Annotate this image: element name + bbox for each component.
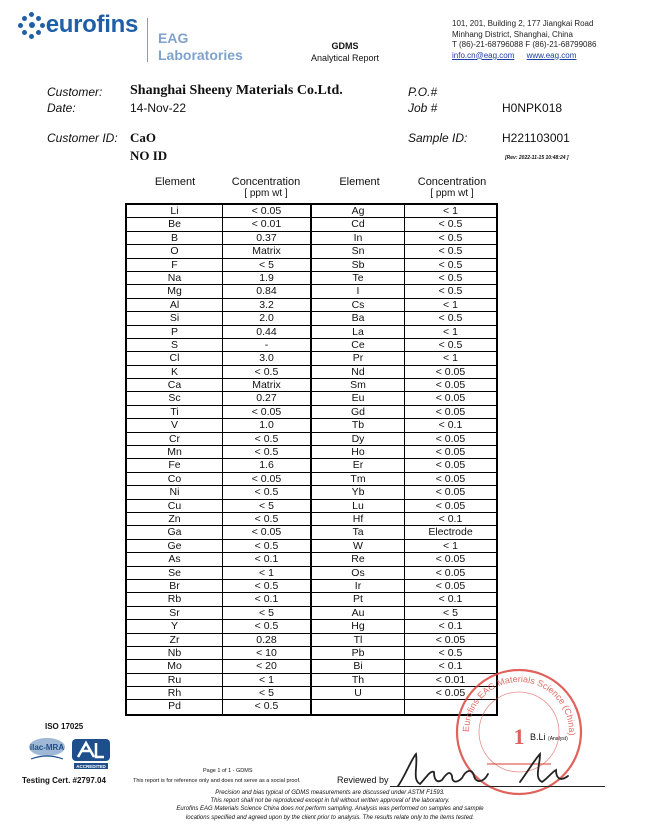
concentration-cell: 0.37 xyxy=(223,232,312,245)
eurofins-logo xyxy=(18,10,138,40)
signature-line xyxy=(390,786,605,787)
element-cell: Nd xyxy=(312,366,405,379)
table-row xyxy=(127,259,496,272)
report-type: GDMS xyxy=(331,41,359,51)
element-cell: Eu xyxy=(312,392,405,405)
concentration-cell: < 1 xyxy=(405,299,496,312)
element-cell: B xyxy=(127,232,223,245)
element-cell: Yb xyxy=(312,486,405,499)
element-cell: Be xyxy=(127,218,223,231)
element-cell: Ho xyxy=(312,446,405,459)
element-cell: Bi xyxy=(312,660,405,673)
address-line: 101, 201, Building 2, 177 Jiangkai Road xyxy=(452,19,594,28)
element-cell: Ta xyxy=(312,526,405,539)
element-cell: Co xyxy=(127,473,223,486)
concentration-cell: < 5 xyxy=(223,687,312,700)
table-row xyxy=(127,433,496,446)
concentration-cell: < 0.5 xyxy=(223,513,312,526)
element-cell: K xyxy=(127,366,223,379)
element-cell: Lu xyxy=(312,500,405,513)
element-cell: Tl xyxy=(312,634,405,647)
svg-text:Eurofins EAG Materials Science: Eurofins EAG Materials Science (China) xyxy=(460,673,578,736)
lab-name-line2: Laboratories xyxy=(158,47,243,63)
concentration-cell: 2.0 xyxy=(223,312,312,325)
concentration-cell: < 1 xyxy=(405,326,496,339)
page-indicator: Page 1 of 1 - GDMS xyxy=(203,768,253,774)
table-row xyxy=(127,647,496,660)
table-row xyxy=(127,352,496,365)
lab-address xyxy=(452,19,596,61)
element-cell: Se xyxy=(127,567,223,580)
concentration-cell: 0.84 xyxy=(223,285,312,298)
header-divider xyxy=(147,18,148,62)
concentration-cell: < 0.05 xyxy=(405,567,496,580)
element-cell: Sr xyxy=(127,607,223,620)
element-cell: U xyxy=(312,687,405,700)
header-element-1 xyxy=(127,177,223,188)
element-cell: Cl xyxy=(127,352,223,365)
table-row xyxy=(127,500,496,513)
reference-note: This report is for reference only and does not serve as a social proof. xyxy=(133,778,301,784)
element-cell: Pb xyxy=(312,647,405,660)
reviewer-signature xyxy=(390,748,580,790)
concentration-cell: < 0.05 xyxy=(405,553,496,566)
table-row xyxy=(127,205,496,218)
concentration-cell: - xyxy=(223,339,312,352)
element-cell: Te xyxy=(312,272,405,285)
table-row xyxy=(127,674,496,687)
element-cell: F xyxy=(127,259,223,272)
element-cell: Sm xyxy=(312,379,405,392)
element-cell: Si xyxy=(127,312,223,325)
element-cell: S xyxy=(127,339,223,352)
table-row xyxy=(127,459,496,472)
analyst-role: (Analyst) xyxy=(548,736,568,742)
table-row xyxy=(127,634,496,647)
element-cell: Zn xyxy=(127,513,223,526)
concentration-cell: < 0.05 xyxy=(405,446,496,459)
customer-name: Shanghai Sheeny Materials Co.Ltd. xyxy=(130,83,343,98)
concentration-cell: < 0.05 xyxy=(405,392,496,405)
table-row xyxy=(127,446,496,459)
concentration-cell: < 0.05 xyxy=(405,486,496,499)
table-row xyxy=(127,218,496,231)
table-row xyxy=(127,312,496,325)
element-cell: As xyxy=(127,553,223,566)
concentration-cell: 3.2 xyxy=(223,299,312,312)
date-label: Date: xyxy=(47,101,76,115)
element-cell: W xyxy=(312,540,405,553)
element-cell: Er xyxy=(312,459,405,472)
element-cell: Dy xyxy=(312,433,405,446)
element-cell: Au xyxy=(312,607,405,620)
customer-label: Customer: xyxy=(47,85,103,99)
table-row xyxy=(127,553,496,566)
element-cell: Fe xyxy=(127,459,223,472)
concentration-cell: < 0.1 xyxy=(405,620,496,633)
concentration-cell: < 0.05 xyxy=(405,687,496,700)
concentration-cell: < 0.1 xyxy=(223,553,312,566)
svg-text:ACCREDITED: ACCREDITED xyxy=(76,764,106,769)
table-row xyxy=(127,580,496,593)
po-label: P.O.# xyxy=(408,85,438,99)
table-row xyxy=(127,339,496,352)
website-link[interactable]: www.eag.com xyxy=(526,50,577,60)
element-cell: Ga xyxy=(127,526,223,539)
header-unit: [ ppm wt ] xyxy=(244,188,288,199)
table-row xyxy=(127,272,496,285)
element-cell: In xyxy=(312,232,405,245)
element-cell: La xyxy=(312,326,405,339)
concentration-cell: < 5 xyxy=(405,607,496,620)
element-cell: Gd xyxy=(312,406,405,419)
concentration-cell: < 0.5 xyxy=(223,700,312,713)
concentration-cell: < 0.5 xyxy=(223,486,312,499)
element-cell: Mg xyxy=(127,285,223,298)
element-cell: Rh xyxy=(127,687,223,700)
element-cell: P xyxy=(127,326,223,339)
table-row xyxy=(127,473,496,486)
concentration-cell: < 0.05 xyxy=(223,406,312,419)
concentration-cell: < 0.5 xyxy=(223,540,312,553)
concentration-cell: < 5 xyxy=(223,500,312,513)
analyst-initials: B.Li xyxy=(530,732,546,742)
header-concentration-1 xyxy=(221,177,311,199)
email-link[interactable]: info.cn@eag.com xyxy=(452,50,515,60)
customer-id-label: Customer ID: xyxy=(47,131,118,145)
concentration-cell: < 1 xyxy=(405,540,496,553)
concentration-cell: < 10 xyxy=(223,647,312,660)
concentration-cell: < 0.5 xyxy=(405,647,496,660)
svg-text:ilac-MRA: ilac-MRA xyxy=(29,743,65,752)
concentration-cell: < 0.05 xyxy=(223,473,312,486)
element-cell: Al xyxy=(127,299,223,312)
eurofins-dots-icon xyxy=(18,11,44,39)
concentration-cell: < 0.05 xyxy=(405,433,496,446)
svg-text:1: 1 xyxy=(513,724,525,749)
report-title xyxy=(295,40,395,64)
element-cell: Re xyxy=(312,553,405,566)
table-row xyxy=(127,593,496,606)
element-cell: V xyxy=(127,419,223,432)
concentration-cell: < 0.05 xyxy=(405,580,496,593)
concentration-cell: 0.27 xyxy=(223,392,312,405)
element-cell: Y xyxy=(127,620,223,633)
table-row xyxy=(127,379,496,392)
date-value: 14-Nov-22 xyxy=(130,101,187,115)
customer-id-sub: NO ID xyxy=(130,148,168,163)
concentration-cell: < 20 xyxy=(223,660,312,673)
table-row xyxy=(127,687,496,700)
fine-print-line: locations specified and agreed upon by the client prior to analysis. The results relate only to the items tested. xyxy=(185,814,475,821)
table-row xyxy=(127,607,496,620)
concentration-cell: < 0.05 xyxy=(405,379,496,392)
element-cell: Ba xyxy=(312,312,405,325)
header-label: Element xyxy=(339,176,380,188)
sample-id-label: Sample ID: xyxy=(408,131,468,145)
concentration-cell: 3.0 xyxy=(223,352,312,365)
table-row xyxy=(127,366,496,379)
concentration-cell: < 5 xyxy=(223,259,312,272)
concentration-cell: < 0.05 xyxy=(405,500,496,513)
element-cell: Cs xyxy=(312,299,405,312)
iso-label: ISO 17025 xyxy=(45,722,84,731)
header-concentration-2 xyxy=(406,177,498,199)
concentration-cell: < 0.5 xyxy=(405,245,496,258)
concentration-cell: < 0.05 xyxy=(405,473,496,486)
element-cell: Tm xyxy=(312,473,405,486)
report-subtitle: Analytical Report xyxy=(310,53,380,63)
concentration-cell: < 0.5 xyxy=(223,433,312,446)
element-cell xyxy=(312,700,405,713)
concentration-cell: < 1 xyxy=(223,674,312,687)
address-line: Minhang District, Shanghai, China xyxy=(452,29,573,39)
element-cell: Th xyxy=(312,674,405,687)
fine-print-line: Eurofins EAG Materials Science China does not perform sampling. Analysis was performed on samples and sample xyxy=(176,806,484,813)
table-row xyxy=(127,513,496,526)
lab-name xyxy=(158,30,243,64)
concentration-cell: < 0.1 xyxy=(405,660,496,673)
concentration-cell: Matrix xyxy=(223,379,312,392)
element-cell: Mo xyxy=(127,660,223,673)
revision-stamp: [Rev: 2022-11-15 10:48:24 ] xyxy=(505,155,569,161)
concentration-cell: < 0.5 xyxy=(223,446,312,459)
element-cell: Cr xyxy=(127,433,223,446)
element-cell: Zr xyxy=(127,634,223,647)
table-row xyxy=(127,245,496,258)
element-cell: Na xyxy=(127,272,223,285)
table-row xyxy=(127,232,496,245)
element-cell: Ag xyxy=(312,205,405,218)
table-row xyxy=(127,567,496,580)
table-row xyxy=(127,285,496,298)
element-cell: Ru xyxy=(127,674,223,687)
element-cell: Ni xyxy=(127,486,223,499)
header-element-2 xyxy=(313,177,406,188)
logo-wordmark: eurofins xyxy=(45,11,138,38)
concentration-cell: < 0.05 xyxy=(405,634,496,647)
fine-print-line: This report shall not be reproduced except in full without written approval of the laboratory. xyxy=(210,798,450,805)
concentration-cell: Electrode xyxy=(405,526,496,539)
element-cell: Sb xyxy=(312,259,405,272)
sample-id-value: H221103001 xyxy=(502,131,570,145)
concentration-cell: < 0.1 xyxy=(405,513,496,526)
concentration-cell: 1.6 xyxy=(223,459,312,472)
header-label: Concentration xyxy=(417,176,487,188)
element-cell: Pd xyxy=(127,700,223,713)
table-row xyxy=(127,392,496,405)
ilac-mra-logo xyxy=(27,737,67,765)
element-cell: Ti xyxy=(127,406,223,419)
concentration-cell: < 0.5 xyxy=(223,620,312,633)
element-cell: Hg xyxy=(312,620,405,633)
concentration-cell: < 0.05 xyxy=(405,406,496,419)
header-label: Element xyxy=(154,176,196,188)
concentration-cell: < 0.1 xyxy=(405,593,496,606)
a2la-accredited-logo xyxy=(70,737,112,771)
element-cell: Li xyxy=(127,205,223,218)
concentration-cell: 1.0 xyxy=(223,419,312,432)
element-cell: Ca xyxy=(127,379,223,392)
address-line: T (86)-21-68796088 F (86)-21-68799086 xyxy=(452,40,597,49)
concentration-cell: < 0.5 xyxy=(405,259,496,272)
header-unit: [ ppm wt ] xyxy=(430,188,474,199)
concentration-cell: < 0.5 xyxy=(405,272,496,285)
analyst-block xyxy=(530,732,568,742)
element-cell: Ir xyxy=(312,580,405,593)
element-cell: Pr xyxy=(312,352,405,365)
table-row xyxy=(127,620,496,633)
concentration-cell: < 0.5 xyxy=(405,218,496,231)
concentration-cell: < 0.05 xyxy=(223,205,312,218)
concentration-cell: < 0.5 xyxy=(223,366,312,379)
results-table xyxy=(125,203,498,716)
element-cell: Ge xyxy=(127,540,223,553)
customer-id-value: CaO xyxy=(130,130,156,145)
element-cell: Pt xyxy=(312,593,405,606)
concentration-cell: 0.28 xyxy=(223,634,312,647)
table-row xyxy=(127,540,496,553)
element-cell: Ce xyxy=(312,339,405,352)
concentration-cell: < 1 xyxy=(223,567,312,580)
table-row xyxy=(127,660,496,673)
element-cell: Sn xyxy=(312,245,405,258)
table-row xyxy=(127,419,496,432)
concentration-cell: < 0.5 xyxy=(223,580,312,593)
table-row xyxy=(127,326,496,339)
lab-name-line1: EAG xyxy=(158,30,189,46)
concentration-cell: < 5 xyxy=(223,607,312,620)
element-cell: Rb xyxy=(127,593,223,606)
table-row xyxy=(127,406,496,419)
element-cell: Tb xyxy=(312,419,405,432)
concentration-cell: 1.9 xyxy=(223,272,312,285)
job-label: Job # xyxy=(408,101,438,115)
concentration-cell: < 0.5 xyxy=(405,285,496,298)
element-cell: O xyxy=(127,245,223,258)
concentration-cell: < 0.01 xyxy=(405,674,496,687)
concentration-cell: < 0.05 xyxy=(223,526,312,539)
reviewed-by-label: Reviewed by xyxy=(337,775,389,785)
testing-cert: Testing Cert. #2797.04 xyxy=(22,776,106,785)
table-row xyxy=(127,299,496,312)
fine-print xyxy=(0,789,660,822)
element-cell: Mn xyxy=(127,446,223,459)
element-cell: Os xyxy=(312,567,405,580)
element-cell: Sc xyxy=(127,392,223,405)
element-cell: I xyxy=(312,285,405,298)
concentration-cell: < 1 xyxy=(405,205,496,218)
fine-print-line: Precision and bias typical of GDMS measurements are discussed under ASTM F1593. xyxy=(215,790,445,796)
concentration-cell: < 0.01 xyxy=(223,218,312,231)
concentration-cell: < 0.5 xyxy=(405,339,496,352)
concentration-cell: < 0.5 xyxy=(405,312,496,325)
header-label: Concentration xyxy=(231,176,301,188)
element-cell: Cu xyxy=(127,500,223,513)
concentration-cell: < 0.1 xyxy=(405,419,496,432)
concentration-cell: < 0.1 xyxy=(223,593,312,606)
element-cell: Nb xyxy=(127,647,223,660)
concentration-cell: < 0.05 xyxy=(405,459,496,472)
concentration-cell: Matrix xyxy=(223,245,312,258)
element-cell: Cd xyxy=(312,218,405,231)
element-cell: Br xyxy=(127,580,223,593)
job-number: H0NPK018 xyxy=(502,101,563,115)
table-row xyxy=(127,486,496,499)
table-row xyxy=(127,700,496,713)
concentration-cell: < 0.05 xyxy=(405,366,496,379)
concentration-cell: 0.44 xyxy=(223,326,312,339)
concentration-cell: < 1 xyxy=(405,352,496,365)
table-row xyxy=(127,526,496,539)
concentration-cell: < 0.5 xyxy=(405,232,496,245)
element-cell: Hf xyxy=(312,513,405,526)
